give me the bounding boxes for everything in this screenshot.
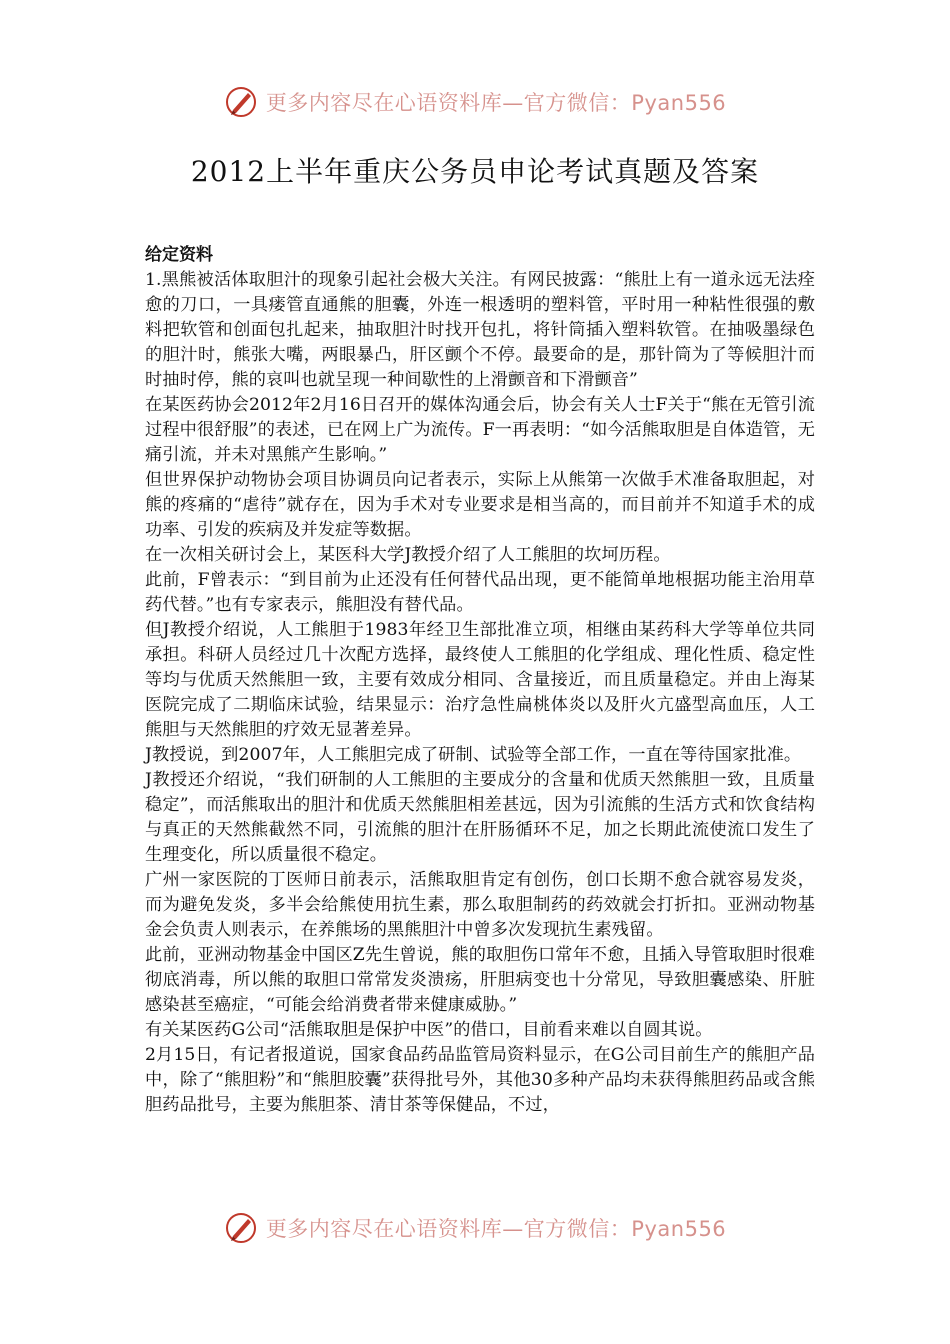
pen-logo-icon xyxy=(224,1211,258,1245)
paragraph-5: 此前，F曾表示：“到目前为止还没有任何替代品出现，更不能简单地根据功能主治用草药代替。”也有专家表示，熊胆没有替代品。 xyxy=(145,570,815,615)
paragraph-4: 在一次相关研讨会上，某医科大学J教授介绍了人工熊胆的坎坷历程。 xyxy=(145,545,671,565)
watermark-text: 更多内容尽在心语资料库—官方微信：Pyan556 xyxy=(265,91,727,115)
footer-watermark-banner xyxy=(0,1208,950,1248)
pen-logo-icon xyxy=(224,85,258,119)
header-watermark-banner xyxy=(0,82,950,122)
paragraph-10: 此前，亚洲动物基金中国区Z先生曾说，熊的取胆伤口常年不愈，且插入导管取胆时很难彻底消毒，所以熊的取胆口常常发炎溃疡，肝胆病变也十分常见，导致胆囊感染、肝脏感染甚至癌症，“可能会给消费者带来健康威胁。” xyxy=(145,945,815,1015)
paragraph-11: 有关某医药G公司“活熊取胆是保护中医”的借口，目前看来难以自圆其说。 xyxy=(145,1020,713,1040)
paragraph-6: 但J教授介绍说，人工熊胆于1983年经卫生部批准立项，相继由某药科大学等单位共同承担。科研人员经过几十次配方选择，最终使人工熊胆的化学组成、理化性质、稳定性等均与优质天然熊胆一致，主要有效成分相同、含量接近，而且质量稳定。并由上海某医院完成了二期临床试验，结果显示：治疗急性扁桃体炎以及肝火亢盛型高血压，人工熊胆与天然熊胆的疗效无显著差异。 xyxy=(145,620,815,740)
paragraph-2: 在某医药协会2012年2月16日召开的媒体沟通会后，协会有关人士F关于“熊在无管引流过程中很舒服”的表述，已在网上广为流传。F一再表明：“如今活熊取胆是自体造管，无痛引流，并未对黑熊产生影响。” xyxy=(145,395,815,465)
paragraph-12: 2月15日，有记者报道说，国家食品药品监管局资料显示，在G公司目前生产的熊胆产品中，除了“熊胆粉”和“熊胆胶囊”获得批号外，其他30多种产品均未获得熊胆药品或含熊胆药品批号，主要为熊胆茶、清甘茶等保健品，不过， xyxy=(145,1045,815,1115)
paragraph-7: J教授说，到2007年，人工熊胆完成了研制、试验等全部工作，一直在等待国家批准。 xyxy=(145,745,802,765)
paragraph-3: 但世界保护动物协会项目协调员向记者表示，实际上从熊第一次做手术准备取胆起，对熊的疼痛的“虐待”就存在，因为手术对专业要求是相当高的，而目前并不知道手术的成功率、引发的疾病及并发症等数据。 xyxy=(145,470,815,540)
document-body xyxy=(145,243,815,1118)
document-title: 2012上半年重庆公务员申论考试真题及答案 xyxy=(190,155,760,188)
section-heading: 给定资料 xyxy=(145,245,213,265)
paragraph-1: 1.黑熊被活体取胆汁的现象引起社会极大关注。有网民披露：“熊肚上有一道永远无法痊愈的刀口，一具瘘管直通熊的胆囊，外连一根透明的塑料管，平时用一种粘性很强的敷料把软管和创面包扎起来，抽取胆汁时找开包扎，将针筒插入塑料软管。在抽吸墨绿色的胆汁时，熊张大嘴，两眼暴凸，肝区颤个不停。最要命的是，那针筒为了等候胆汁而时抽时停，熊的哀叫也就呈现一种间歇性的上滑颤音和下滑颤音” xyxy=(145,270,815,390)
paragraph-9: 广州一家医院的丁医师日前表示，活熊取胆肯定有创伤，创口长期不愈合就容易发炎，而为避免发炎，多半会给熊使用抗生素，那么取胆制药的药效就会打折扣。亚洲动物基金会负责人则表示，在养熊场的黑熊胆汁中曾多次发现抗生素残留。 xyxy=(145,870,815,940)
watermark-text: 更多内容尽在心语资料库—官方微信：Pyan556 xyxy=(265,1217,727,1241)
paragraph-8: J教授还介绍说，“我们研制的人工熊胆的主要成分的含量和优质天然熊胆一致，且质量稳定”，而活熊取出的胆汁和优质天然熊胆相差甚远，因为引流熊的生活方式和饮食结构与真正的天然熊截然不同，引流熊的胆汁在肝肠循环不足，加之长期此流使流口发生了生理变化，所以质量很不稳定。 xyxy=(145,770,815,865)
